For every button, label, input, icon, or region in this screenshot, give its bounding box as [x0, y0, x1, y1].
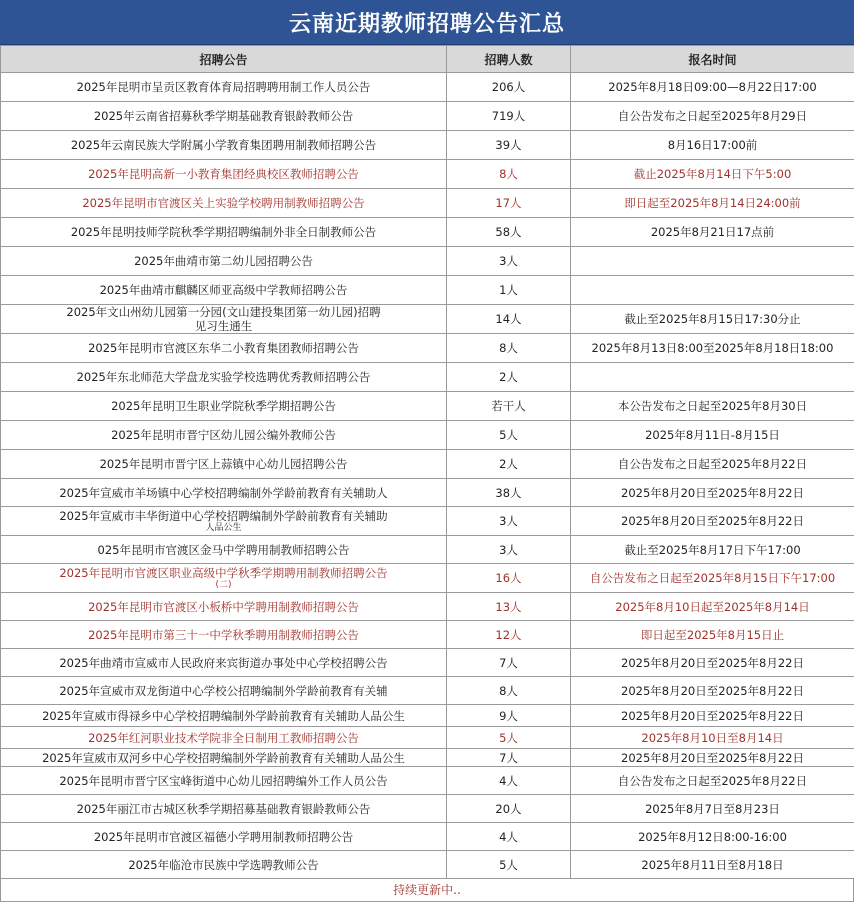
recruit-count: 2人	[447, 363, 571, 392]
apply-time: 8月16日17:00前	[571, 131, 854, 160]
apply-time: 2025年8月7日至8月23日	[571, 795, 854, 823]
recruit-count: 8人	[447, 677, 571, 705]
recruit-count: 3人	[447, 507, 571, 536]
table-row	[1, 795, 854, 823]
recruit-count: 5人	[447, 851, 571, 879]
announcement-name: 2025年昆明市官渡区职业高级中学秋季学期聘用制教师招聘公告	[59, 566, 388, 580]
recruit-count: 7人	[447, 649, 571, 677]
announcement-name: 025年昆明市官渡区金马中学聘用制教师招聘公告	[1, 536, 447, 564]
recruit-count: 206人	[447, 73, 571, 102]
apply-time: 2025年8月20日至2025年8月22日	[571, 507, 854, 536]
apply-time: 2025年8月20日至2025年8月22日	[571, 677, 854, 705]
apply-time: 2025年8月20日至2025年8月22日	[571, 749, 854, 767]
table-row	[1, 189, 854, 218]
table-row	[1, 507, 854, 536]
announcement-name-suffix: (二)	[215, 580, 232, 590]
recruit-count: 17人	[447, 189, 571, 218]
table-row	[1, 131, 854, 160]
table-row	[1, 851, 854, 879]
announcement-name: 2025年云南省招募秋季学期基础教育银龄教师公告	[1, 102, 447, 131]
table-row	[1, 73, 854, 102]
announcement-name-cell	[1, 305, 447, 334]
announcement-name: 2025年昆明市官渡区小板桥中学聘用制教师招聘公告	[1, 593, 447, 621]
recruit-count: 8人	[447, 334, 571, 363]
apply-time: 即日起至2025年8月14日24:00前	[571, 189, 854, 218]
recruit-count: 13人	[447, 593, 571, 621]
table-row	[1, 593, 854, 621]
table-row	[1, 334, 854, 363]
table-row	[1, 677, 854, 705]
recruit-count: 3人	[447, 247, 571, 276]
apply-time: 截止至2025年8月15日17:30分止	[571, 305, 854, 334]
apply-time: 2025年8月10日起至2025年8月14日	[571, 593, 854, 621]
apply-time	[571, 276, 854, 305]
recruit-count: 3人	[447, 536, 571, 564]
table-row	[1, 649, 854, 677]
table-row	[1, 218, 854, 247]
apply-time: 2025年8月10日至8月14日	[571, 727, 854, 749]
apply-time: 2025年8月11日至8月18日	[571, 851, 854, 879]
announcement-name: 2025年曲靖市宣威市人民政府来宾街道办事处中心学校招聘公告	[1, 649, 447, 677]
recruit-count: 12人	[447, 621, 571, 649]
apply-time: 自公告发布之日起至2025年8月22日	[571, 450, 854, 479]
apply-time: 自公告发布之日起至2025年8月22日	[571, 767, 854, 795]
update-status: 持续更新中..	[0, 879, 854, 902]
header-count: 招聘人数	[447, 46, 571, 73]
announcement-name: 2025年宣威市双河乡中心学校招聘编制外学龄前教育有关辅助人品公生	[1, 749, 447, 767]
page-title: 云南近期教师招聘公告汇总	[0, 0, 854, 45]
announcement-name-cell	[1, 507, 447, 536]
announcement-name: 2025年昆明市晋宁区上蒜镇中心幼儿园招聘公告	[1, 450, 447, 479]
apply-time: 自公告发布之日起至2025年8月29日	[571, 102, 854, 131]
apply-time: 截止至2025年8月17日下午17:00	[571, 536, 854, 564]
apply-time	[571, 247, 854, 276]
table-row	[1, 536, 854, 564]
announcement-name: 2025年红河职业技术学院非全日制用工教师招聘公告	[1, 727, 447, 749]
announcement-name-suffix: 人品公生	[205, 523, 242, 533]
announcement-name: 2025年宣威市羊场镇中心学校招聘编制外学龄前教育有关辅助人	[1, 479, 447, 507]
recruit-count: 38人	[447, 479, 571, 507]
apply-time: 2025年8月20日至2025年8月22日	[571, 479, 854, 507]
announcement-name-cell	[1, 564, 447, 593]
table-row	[1, 705, 854, 727]
announcement-name: 2025年昆明市第三十一中学秋季聘用制教师招聘公告	[1, 621, 447, 649]
table-row	[1, 102, 854, 131]
announcement-name: 2025年文山州幼儿园第一分园(文山建投集团第一幼儿园)招聘	[66, 305, 381, 319]
announcement-name: 2025年昆明市晋宁区幼儿园公编外教师公告	[1, 421, 447, 450]
announcement-name: 2025年昆明市呈贡区教育体育局招聘聘用制工作人员公告	[1, 73, 447, 102]
announcement-name: 2025年宣威市双龙街道中心学校公招聘编制外学龄前教育有关辅	[1, 677, 447, 705]
recruit-count: 2人	[447, 450, 571, 479]
table-row	[1, 479, 854, 507]
apply-time	[571, 363, 854, 392]
table-row	[1, 247, 854, 276]
header-time: 报名时间	[571, 46, 854, 73]
recruit-count: 4人	[447, 823, 571, 851]
recruit-count: 1人	[447, 276, 571, 305]
announcement-name: 2025年昆明市晋宁区宝峰街道中心幼儿园招聘编外工作人员公告	[1, 767, 447, 795]
apply-time: 2025年8月20日至2025年8月22日	[571, 649, 854, 677]
announcement-name: 2025年临沧市民族中学选聘教师公告	[1, 851, 447, 879]
apply-time: 2025年8月12日8:00-16:00	[571, 823, 854, 851]
announcement-table	[0, 45, 854, 879]
table-row	[1, 421, 854, 450]
announcement-name: 2025年宣威市得禄乡中心学校招聘编制外学龄前教育有关辅助人品公生	[1, 705, 447, 727]
recruit-count: 8人	[447, 160, 571, 189]
recruit-count: 5人	[447, 727, 571, 749]
table-row	[1, 823, 854, 851]
announcement-name: 2025年昆明市官渡区福德小学聘用制教师招聘公告	[1, 823, 447, 851]
header-name: 招聘公告	[1, 46, 447, 73]
apply-time: 即日起至2025年8月15日止	[571, 621, 854, 649]
recruit-count: 5人	[447, 421, 571, 450]
announcement-name: 2025年昆明市官渡区东华二小教育集团教师招聘公告	[1, 334, 447, 363]
recruit-count: 7人	[447, 749, 571, 767]
table-row	[1, 749, 854, 767]
recruit-count: 若干人	[447, 392, 571, 421]
apply-time: 2025年8月20日至2025年8月22日	[571, 705, 854, 727]
recruit-count: 14人	[447, 305, 571, 334]
table-row	[1, 392, 854, 421]
announcement-name: 2025年昆明卫生职业学院秋季学期招聘公告	[1, 392, 447, 421]
apply-time: 2025年8月21日17点前	[571, 218, 854, 247]
announcement-name: 2025年宣威市丰华街道中心学校招聘编制外学龄前教育有关辅助	[59, 509, 388, 523]
recruit-count: 20人	[447, 795, 571, 823]
table-row	[1, 767, 854, 795]
recruit-count: 16人	[447, 564, 571, 593]
recruit-count: 58人	[447, 218, 571, 247]
apply-time: 截止2025年8月14日下午5:00	[571, 160, 854, 189]
announcement-name: 2025年东北师范大学盘龙实验学校选聘优秀教师招聘公告	[1, 363, 447, 392]
table-row	[1, 450, 854, 479]
recruit-count: 4人	[447, 767, 571, 795]
apply-time: 2025年8月11日-8月15日	[571, 421, 854, 450]
table-row	[1, 363, 854, 392]
announcement-name: 2025年丽江市古城区秋季学期招募基础教育银龄教师公告	[1, 795, 447, 823]
table-row	[1, 160, 854, 189]
apply-time: 2025年8月18日09:00—8月22日17:00	[571, 73, 854, 102]
apply-time: 自公告发布之日起至2025年8月15日下午17:00	[571, 564, 854, 593]
announcement-name: 2025年昆明市官渡区关上实验学校聘用制教师招聘公告	[1, 189, 447, 218]
announcement-name: 2025年云南民族大学附属小学教育集团聘用制教师招聘公告	[1, 131, 447, 160]
apply-time: 2025年8月13日8:00至2025年8月18日18:00	[571, 334, 854, 363]
apply-time: 本公告发布之日起至2025年8月30日	[571, 392, 854, 421]
table-row	[1, 621, 854, 649]
announcement-name-suffix: 见习生通生	[194, 319, 253, 333]
recruit-count: 39人	[447, 131, 571, 160]
announcement-name: 2025年昆明技师学院秋季学期招聘编制外非全日制教师公告	[1, 218, 447, 247]
table-row	[1, 305, 854, 334]
table-row	[1, 564, 854, 593]
announcement-name: 2025年曲靖市麒麟区师亚高级中学教师招聘公告	[1, 276, 447, 305]
table-row	[1, 276, 854, 305]
announcement-name: 2025年曲靖市第二幼儿园招聘公告	[1, 247, 447, 276]
recruit-count: 9人	[447, 705, 571, 727]
table-row	[1, 727, 854, 749]
announcement-name: 2025年昆明高新一小教育集团经典校区教师招聘公告	[1, 160, 447, 189]
recruit-count: 719人	[447, 102, 571, 131]
